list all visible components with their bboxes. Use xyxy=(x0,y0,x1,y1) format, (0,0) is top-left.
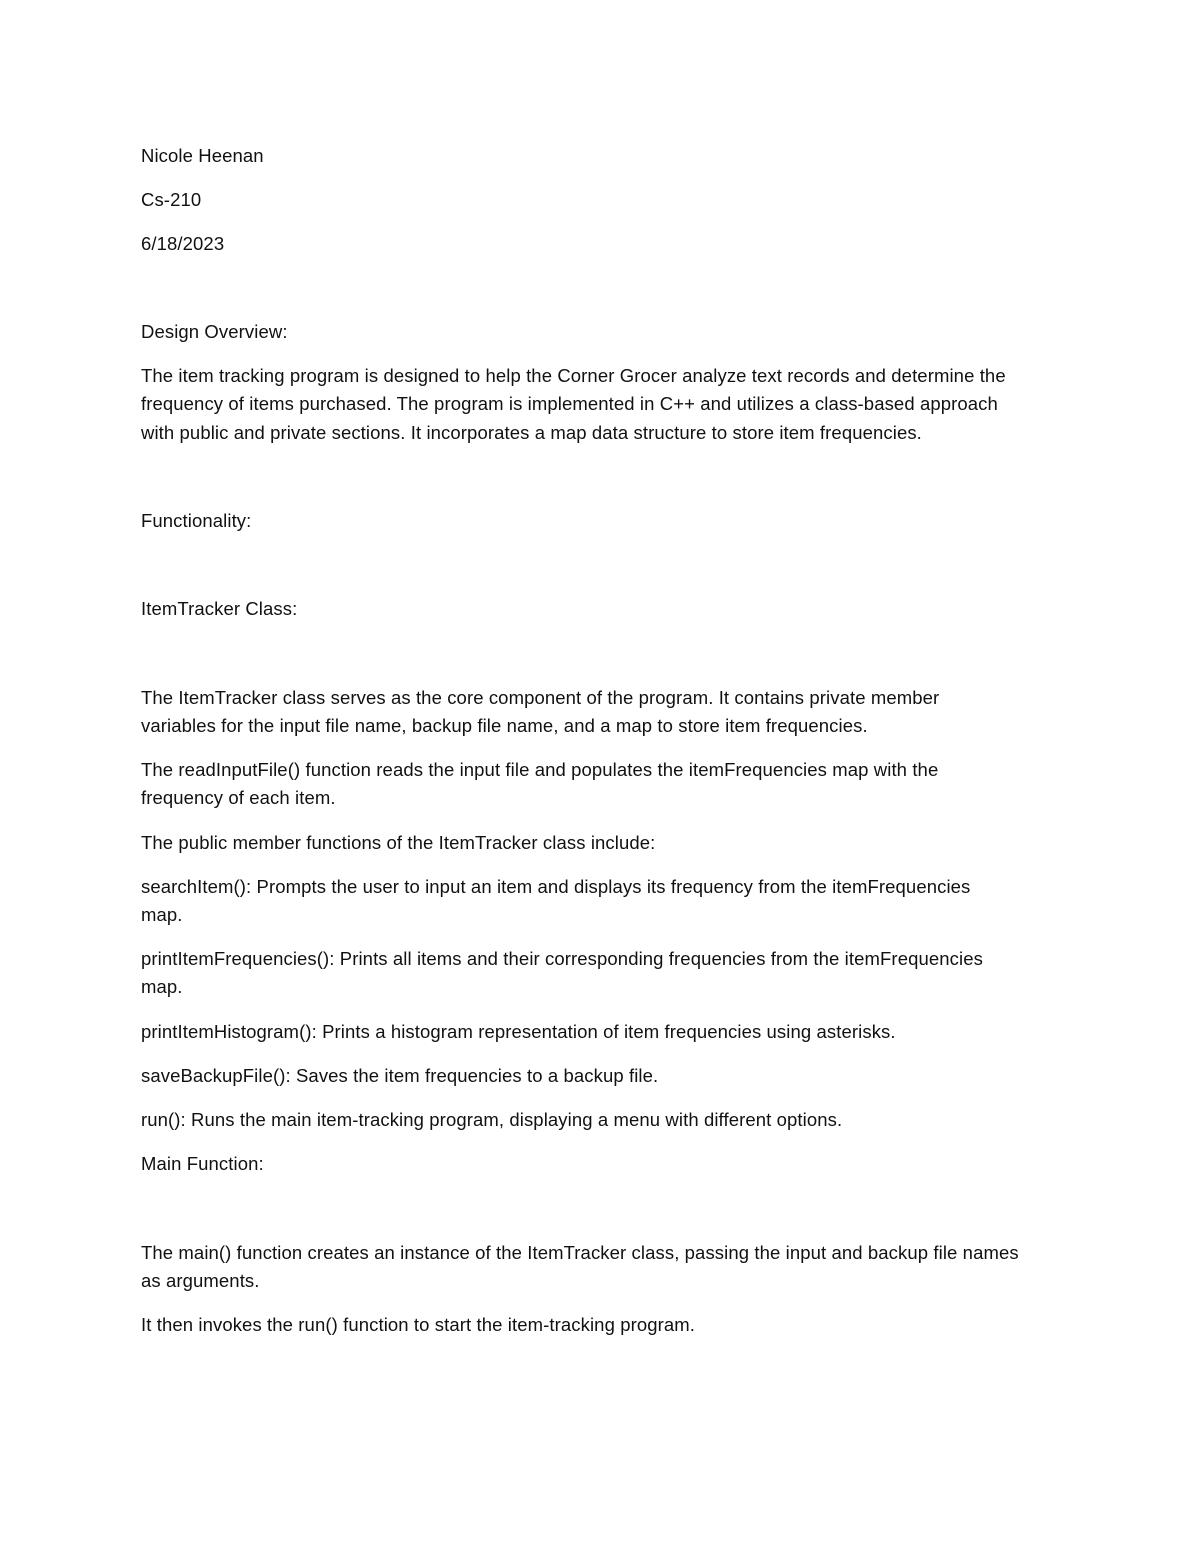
searchitem-line: searchItem(): Prompts the user to input an item and displays its frequency from the itemFrequencies xyxy=(141,876,971,897)
printitemhistogram-line: printItemHistogram(): Prints a histogram representation of item frequencies using asterisks. xyxy=(141,1021,896,1042)
design-overview-line: frequency of items purchased. The program is implemented in C++ and utilizes a class-based approach xyxy=(141,393,998,414)
document-date: 6/18/2023 xyxy=(141,233,225,254)
functionality-heading: Functionality: xyxy=(141,510,252,531)
searchitem-line: map. xyxy=(141,904,183,925)
main-invokes-line: It then invokes the run() function to start the item-tracking program. xyxy=(141,1314,696,1335)
readinputfile-line: frequency of each item. xyxy=(141,787,336,808)
design-overview-heading: Design Overview: xyxy=(141,321,288,342)
savebackupfile-line: saveBackupFile(): Saves the item frequencies to a backup file. xyxy=(141,1065,659,1086)
readinputfile-line: The readInputFile() function reads the input file and populates the itemFrequencies map with the xyxy=(141,759,939,780)
printitemfrequencies-line: map. xyxy=(141,976,183,997)
itemtracker-intro-line: The ItemTracker class serves as the core component of the program. It contains private member xyxy=(141,687,940,708)
run-function-line: run(): Runs the main item-tracking program, displaying a menu with different options. xyxy=(141,1109,843,1130)
itemtracker-class-heading: ItemTracker Class: xyxy=(141,598,298,619)
main-function-heading: Main Function: xyxy=(141,1153,264,1174)
main-creates-line: The main() function creates an instance of the ItemTracker class, passing the input and backup file names xyxy=(141,1242,1019,1263)
itemtracker-intro-line: variables for the input file name, backup file name, and a map to store item frequencies. xyxy=(141,715,868,736)
design-overview-line: The item tracking program is designed to help the Corner Grocer analyze text records and determine the xyxy=(141,365,1006,386)
printitemfrequencies-line: printItemFrequencies(): Prints all items and their corresponding frequencies from the itemFrequencies xyxy=(141,948,983,969)
main-creates-line: as arguments. xyxy=(141,1270,260,1291)
public-functions-intro: The public member functions of the ItemTracker class include: xyxy=(141,832,656,853)
design-overview-line: with public and private sections. It incorporates a map data structure to store item frequencies. xyxy=(141,422,922,443)
author-name: Nicole Heenan xyxy=(141,145,264,166)
course-code: Cs-210 xyxy=(141,189,202,210)
